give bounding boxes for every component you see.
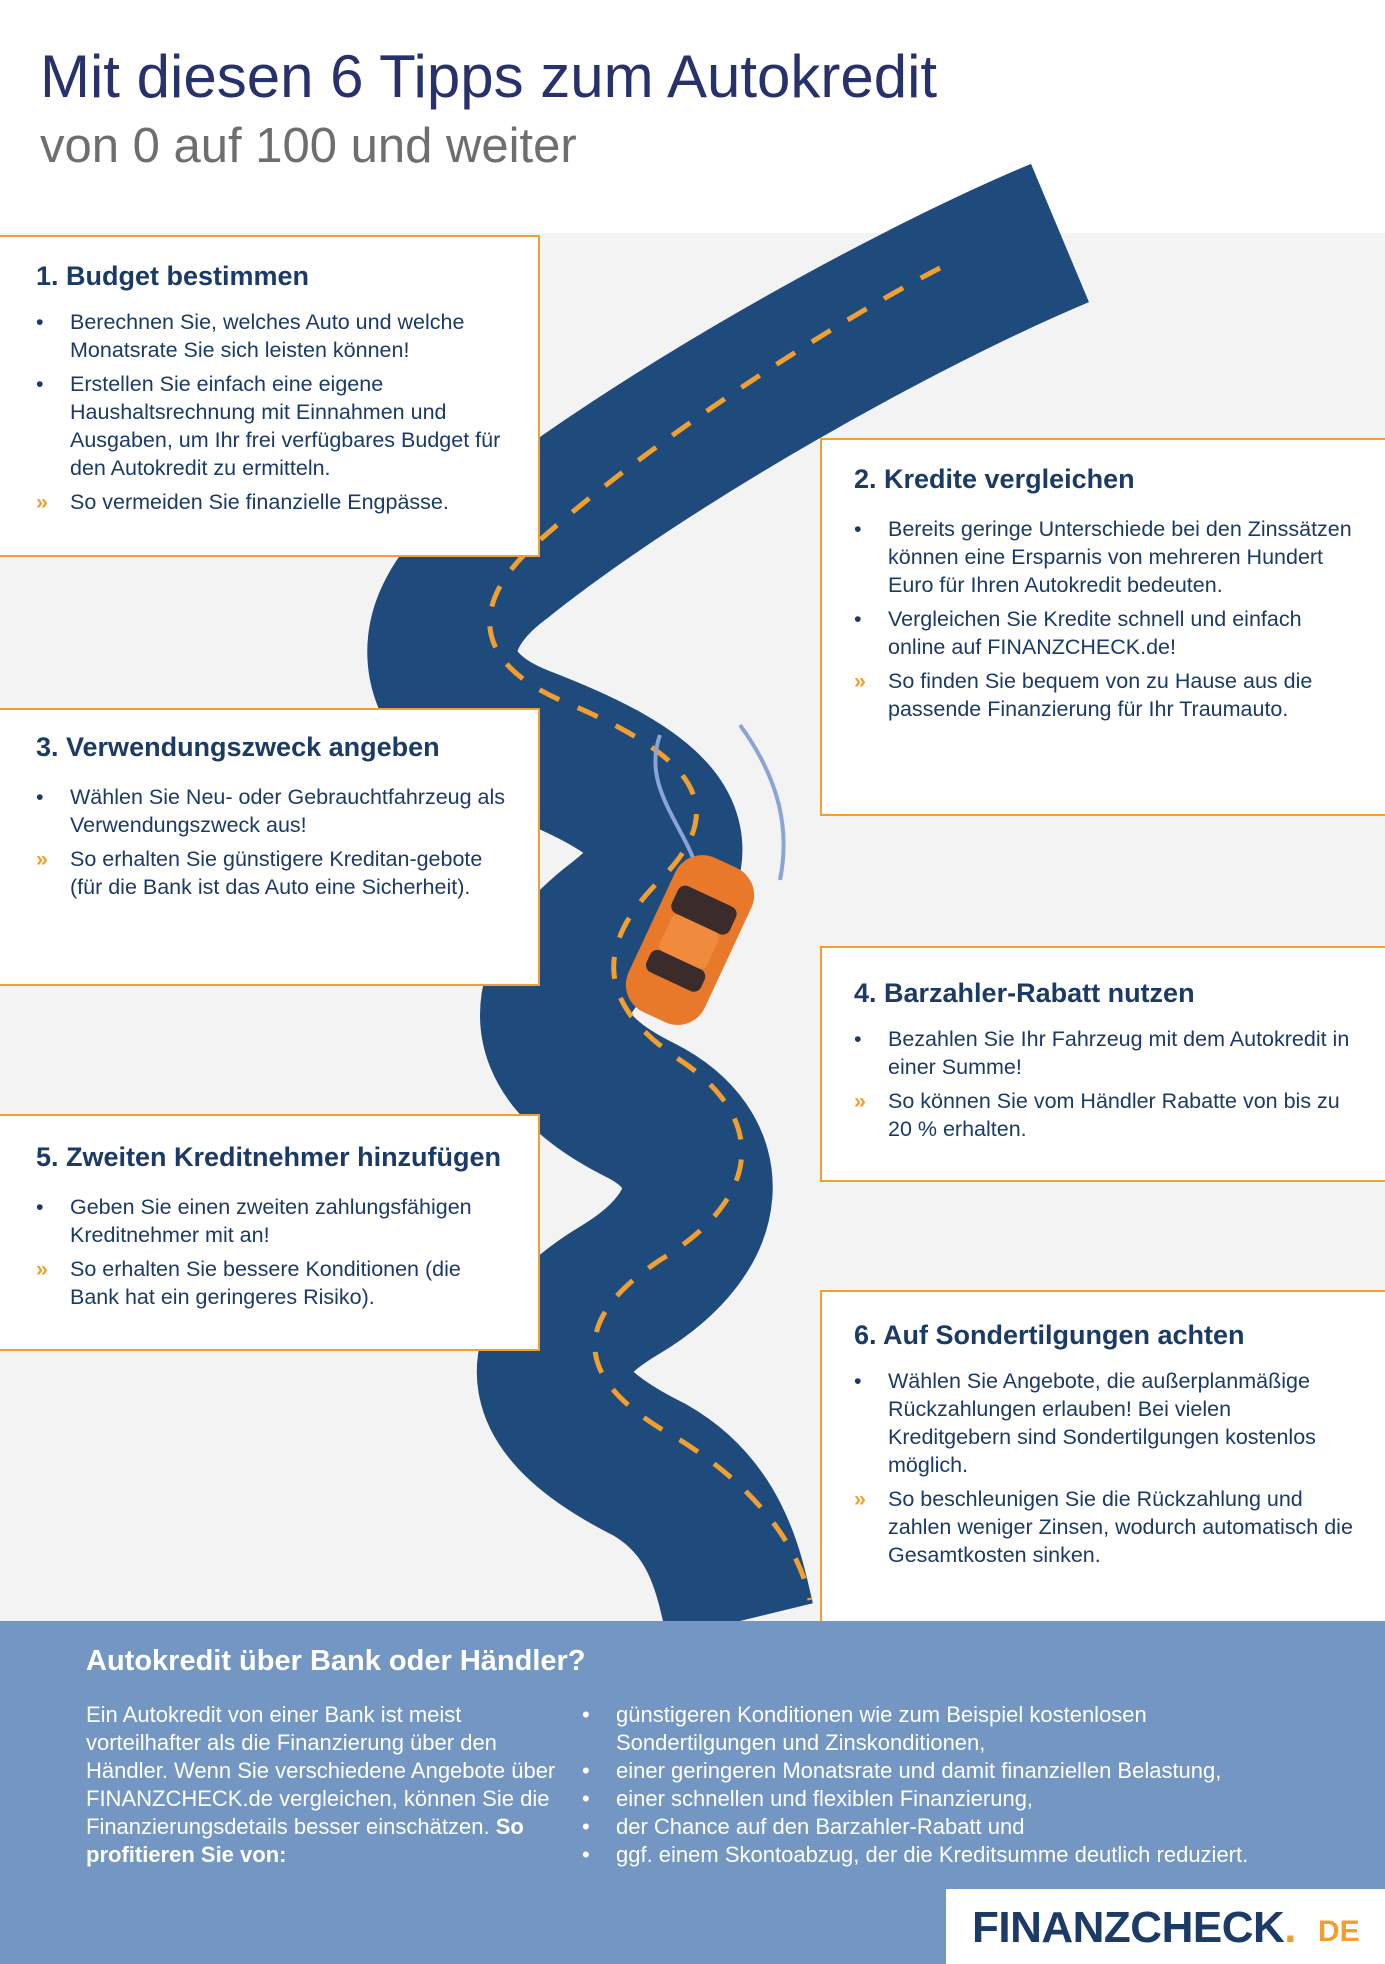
tip-item: • Bereits geringe Unterschiede bei den Zinssätzen können eine Ersparnis von mehreren Hundert Euro für Ihren Autokredit bedeuten.: [854, 517, 1352, 597]
logo-brand: FINANZCHECK.: [972, 1903, 1296, 1952]
tip-heading: 5. Zweiten Kreditnehmer hinzufügen: [36, 1142, 502, 1172]
tip-item: • Geben Sie einen zweiten zahlungsfähigen Kreditnehmer mit an!: [36, 1195, 472, 1247]
benefit-item: • einer schnellen und flexiblen Finanzierung,: [582, 1786, 1034, 1811]
tip-card-4: [820, 946, 1385, 1182]
bullet-icon: •: [854, 1027, 862, 1051]
tip-card-3: [0, 708, 540, 986]
tip-heading: 2. Kredite vergleichen: [854, 464, 1135, 494]
tip-card-6: [820, 1290, 1385, 1621]
tip-item: • Berechnen Sie, welches Auto und welche Monatsrate Sie sich leisten können!: [36, 310, 465, 362]
benefit-item: • einer geringeren Monatsrate und damit finanziellen Belastung,: [582, 1758, 1222, 1783]
arrow-icon: »: [854, 669, 866, 693]
bullet-icon: •: [854, 517, 862, 541]
benefit-item: • ggf. einem Skontoabzug, der die Kreditsumme deutlich reduziert.: [582, 1842, 1249, 1867]
tip-card-5: [0, 1114, 540, 1351]
bullet-icon: •: [582, 1814, 590, 1839]
tip-heading: 4. Barzahler-Rabatt nutzen: [854, 978, 1195, 1008]
skid-mark: [740, 725, 784, 880]
logo-tld: DE: [1318, 1915, 1360, 1948]
bullet-icon: •: [36, 785, 44, 809]
bullet-icon: •: [582, 1786, 590, 1811]
tip-item: » So können Sie vom Händler Rabatte von bis zu 20 % erhalten.: [854, 1089, 1340, 1141]
section-heading: Autokredit über Bank oder Händler?: [86, 1645, 586, 1677]
arrow-icon: »: [36, 1257, 48, 1281]
section-intro: Ein Autokredit von einer Bank ist meist vorteilhafter als die Finanzierung über den Händler. Wenn Sie verschiedene Angebote über FINANZCHECK.de vergleichen, können Sie die Finanzierungsdetails besser einschätzen. So profitieren Sie von:: [86, 1702, 556, 1867]
bullet-icon: •: [854, 1369, 862, 1393]
tip-item: • Wählen Sie Neu- oder Gebrauchtfahrzeug als Verwendungszweck aus!: [36, 785, 506, 837]
benefit-list: [582, 1701, 1302, 1869]
benefit-item: • der Chance auf den Barzahler-Rabatt und: [582, 1814, 1025, 1839]
bullet-icon: •: [36, 1195, 44, 1219]
page-title: Mit diesen 6 Tipps zum Autokredit: [40, 43, 938, 110]
tip-heading: 6. Auf Sondertilgungen achten: [854, 1320, 1245, 1350]
tip-card-1: [0, 235, 540, 557]
tip-item: • Wählen Sie Angebote, die außerplanmäßige Rückzahlungen erlauben! Bei vielen Kreditgebern sind Sondertilgungen kostenlos möglich.: [854, 1369, 1316, 1477]
page-subtitle: von 0 auf 100 und weiter: [40, 119, 577, 173]
tip-item: » So finden Sie bequem von zu Hause aus die passende Finanzierung für Ihr Traumauto.: [854, 669, 1313, 721]
bullet-icon: •: [36, 372, 44, 396]
tip-item: • Bezahlen Sie Ihr Fahrzeug mit dem Autokredit in einer Summe!: [854, 1027, 1350, 1079]
bullet-icon: •: [582, 1758, 590, 1783]
arrow-icon: »: [36, 490, 48, 514]
tip-heading: 1. Budget bestimmen: [36, 261, 310, 291]
arrow-icon: »: [854, 1089, 866, 1113]
arrow-icon: »: [854, 1487, 866, 1511]
tip-item: » So vermeiden Sie finanzielle Engpässe.: [36, 490, 449, 514]
finanzcheck-logo[interactable]: [946, 1889, 1385, 1964]
bank-vs-dealer-section: [0, 1621, 1385, 1964]
tip-card-2: [820, 438, 1385, 816]
intro-emphasis: So profitieren Sie von:: [86, 1814, 524, 1867]
arrow-icon: »: [36, 847, 48, 871]
tip-item: » So erhalten Sie günstigere Kreditan-gebote (für die Bank ist das Auto eine Sicherheit).: [36, 847, 483, 899]
tip-item: • Vergleichen Sie Kredite schnell und einfach online auf FINANZCHECK.de!: [854, 607, 1302, 659]
tip-item: » So erhalten Sie bessere Konditionen (die Bank hat ein geringeres Risiko).: [36, 1257, 461, 1309]
bullet-icon: •: [854, 607, 862, 631]
bullet-icon: •: [582, 1702, 590, 1727]
tip-item: » So beschleunigen Sie die Rückzahlung und zahlen weniger Zinsen, wodurch automatisch die Gesamtkosten sinken.: [854, 1487, 1353, 1567]
benefit-item: • günstigeren Konditionen wie zum Beispiel kostenlosen Sondertilgungen und Zinskonditionen,: [582, 1702, 1147, 1755]
tip-item: • Erstellen Sie einfach eine eigene Haushaltsrechnung mit Einnahmen und Ausgaben, um Ihr frei verfügbares Budget für den Autokredit zu ermitteln.: [36, 372, 501, 480]
tip-heading: 3. Verwendungszweck angeben: [36, 732, 440, 762]
bullet-icon: •: [582, 1842, 590, 1867]
bullet-icon: •: [36, 310, 44, 334]
